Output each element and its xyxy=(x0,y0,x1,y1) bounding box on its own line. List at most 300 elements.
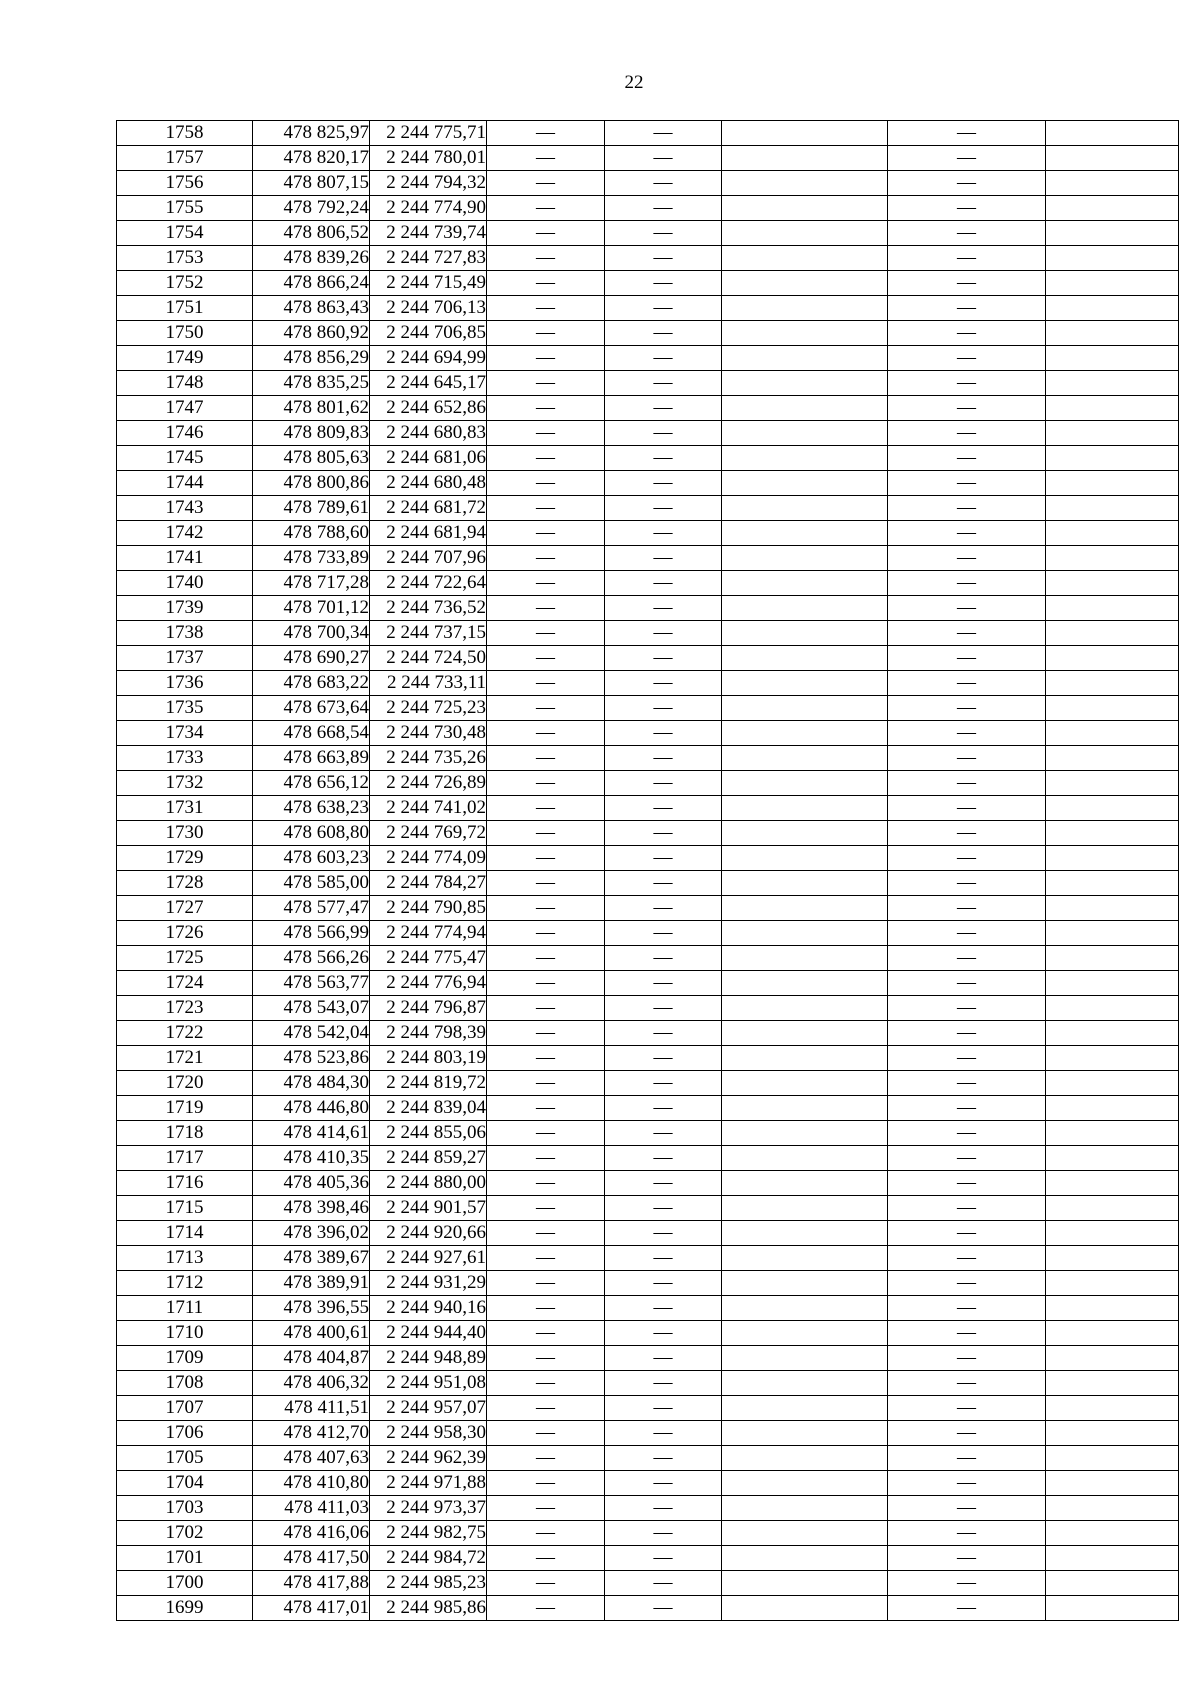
table-row xyxy=(117,1321,1179,1346)
y-coordinate-cell: 2 244 681,72 xyxy=(370,496,487,521)
x-coordinate-cell: 478 563,77 xyxy=(253,971,370,996)
dash-cell: — xyxy=(888,746,1046,771)
empty-cell xyxy=(722,246,888,271)
dash-cell: — xyxy=(605,271,722,296)
dash-cell: — xyxy=(487,396,605,421)
dash-cell: — xyxy=(888,421,1046,446)
dash-cell: — xyxy=(888,271,1046,296)
dash-cell: — xyxy=(888,1196,1046,1221)
table-row xyxy=(117,646,1179,671)
dash-cell: — xyxy=(487,1221,605,1246)
empty-cell xyxy=(1046,1471,1179,1496)
x-coordinate-cell: 478 404,87 xyxy=(253,1346,370,1371)
dash-cell: — xyxy=(888,1221,1046,1246)
empty-cell xyxy=(722,1196,888,1221)
dash-cell: — xyxy=(888,546,1046,571)
empty-cell xyxy=(1046,896,1179,921)
dash-cell: — xyxy=(888,371,1046,396)
y-coordinate-cell: 2 244 944,40 xyxy=(370,1321,487,1346)
point-number-cell: 1699 xyxy=(117,1596,253,1621)
table-row xyxy=(117,946,1179,971)
x-coordinate-cell: 478 683,22 xyxy=(253,671,370,696)
point-number-cell: 1750 xyxy=(117,321,253,346)
empty-cell xyxy=(1046,696,1179,721)
dash-cell: — xyxy=(605,1546,722,1571)
y-coordinate-cell: 2 244 951,08 xyxy=(370,1371,487,1396)
table-row xyxy=(117,1246,1179,1271)
empty-cell xyxy=(722,1446,888,1471)
dash-cell: — xyxy=(487,146,605,171)
x-coordinate-cell: 478 411,51 xyxy=(253,1396,370,1421)
table-row xyxy=(117,921,1179,946)
empty-cell xyxy=(722,721,888,746)
y-coordinate-cell: 2 244 715,49 xyxy=(370,271,487,296)
point-number-cell: 1726 xyxy=(117,921,253,946)
dash-cell: — xyxy=(605,371,722,396)
y-coordinate-cell: 2 244 681,06 xyxy=(370,446,487,471)
dash-cell: — xyxy=(487,121,605,146)
dash-cell: — xyxy=(605,971,722,996)
x-coordinate-cell: 478 825,97 xyxy=(253,121,370,146)
dash-cell: — xyxy=(888,1371,1046,1396)
empty-cell xyxy=(1046,371,1179,396)
y-coordinate-cell: 2 244 819,72 xyxy=(370,1071,487,1096)
dash-cell: — xyxy=(487,721,605,746)
table-row xyxy=(117,1021,1179,1046)
y-coordinate-cell: 2 244 855,06 xyxy=(370,1121,487,1146)
x-coordinate-cell: 478 809,83 xyxy=(253,421,370,446)
table-row xyxy=(117,746,1179,771)
dash-cell: — xyxy=(487,796,605,821)
empty-cell xyxy=(1046,1271,1179,1296)
empty-cell xyxy=(722,221,888,246)
x-coordinate-cell: 478 835,25 xyxy=(253,371,370,396)
empty-cell xyxy=(1046,1196,1179,1221)
point-number-cell: 1712 xyxy=(117,1271,253,1296)
empty-cell xyxy=(1046,171,1179,196)
dash-cell: — xyxy=(888,1071,1046,1096)
empty-cell xyxy=(1046,1571,1179,1596)
point-number-cell: 1755 xyxy=(117,196,253,221)
dash-cell: — xyxy=(487,571,605,596)
table-row xyxy=(117,621,1179,646)
empty-cell xyxy=(722,696,888,721)
table-row xyxy=(117,771,1179,796)
table-row xyxy=(117,821,1179,846)
table-row xyxy=(117,296,1179,321)
empty-cell xyxy=(1046,396,1179,421)
x-coordinate-cell: 478 860,92 xyxy=(253,321,370,346)
empty-cell xyxy=(722,1296,888,1321)
empty-cell xyxy=(722,1346,888,1371)
empty-cell xyxy=(722,396,888,421)
dash-cell: — xyxy=(487,1571,605,1596)
empty-cell xyxy=(1046,446,1179,471)
table-row xyxy=(117,1121,1179,1146)
y-coordinate-cell: 2 244 776,94 xyxy=(370,971,487,996)
dash-cell: — xyxy=(487,1521,605,1546)
empty-cell xyxy=(1046,846,1179,871)
y-coordinate-cell: 2 244 962,39 xyxy=(370,1446,487,1471)
table-row xyxy=(117,871,1179,896)
x-coordinate-cell: 478 806,52 xyxy=(253,221,370,246)
table-row xyxy=(117,1196,1179,1221)
y-coordinate-cell: 2 244 790,85 xyxy=(370,896,487,921)
table-row xyxy=(117,571,1179,596)
empty-cell xyxy=(722,1396,888,1421)
x-coordinate-cell: 478 410,80 xyxy=(253,1471,370,1496)
point-number-cell: 1744 xyxy=(117,471,253,496)
dash-cell: — xyxy=(605,1521,722,1546)
dash-cell: — xyxy=(605,1296,722,1321)
x-coordinate-cell: 478 863,43 xyxy=(253,296,370,321)
dash-cell: — xyxy=(487,596,605,621)
dash-cell: — xyxy=(605,821,722,846)
point-number-cell: 1724 xyxy=(117,971,253,996)
x-coordinate-cell: 478 638,23 xyxy=(253,796,370,821)
dash-cell: — xyxy=(888,1171,1046,1196)
point-number-cell: 1727 xyxy=(117,896,253,921)
empty-cell xyxy=(722,1096,888,1121)
point-number-cell: 1701 xyxy=(117,1546,253,1571)
point-number-cell: 1743 xyxy=(117,496,253,521)
dash-cell: — xyxy=(605,1221,722,1246)
dash-cell: — xyxy=(888,996,1046,1021)
dash-cell: — xyxy=(605,496,722,521)
dash-cell: — xyxy=(888,1021,1046,1046)
empty-cell xyxy=(1046,1121,1179,1146)
y-coordinate-cell: 2 244 681,94 xyxy=(370,521,487,546)
table-row xyxy=(117,1371,1179,1396)
empty-cell xyxy=(722,496,888,521)
point-number-cell: 1754 xyxy=(117,221,253,246)
empty-cell xyxy=(722,296,888,321)
empty-cell xyxy=(1046,546,1179,571)
empty-cell xyxy=(1046,1546,1179,1571)
y-coordinate-cell: 2 244 940,16 xyxy=(370,1296,487,1321)
dash-cell: — xyxy=(487,996,605,1021)
dash-cell: — xyxy=(487,971,605,996)
empty-cell xyxy=(1046,871,1179,896)
x-coordinate-cell: 478 411,03 xyxy=(253,1496,370,1521)
x-coordinate-cell: 478 668,54 xyxy=(253,721,370,746)
x-coordinate-cell: 478 389,67 xyxy=(253,1246,370,1271)
x-coordinate-cell: 478 807,15 xyxy=(253,171,370,196)
dash-cell: — xyxy=(605,1046,722,1071)
y-coordinate-cell: 2 244 730,48 xyxy=(370,721,487,746)
dash-cell: — xyxy=(487,946,605,971)
dash-cell: — xyxy=(487,446,605,471)
dash-cell: — xyxy=(605,921,722,946)
dash-cell: — xyxy=(487,1371,605,1396)
table-row xyxy=(117,521,1179,546)
y-coordinate-cell: 2 244 706,13 xyxy=(370,296,487,321)
y-coordinate-cell: 2 244 794,32 xyxy=(370,171,487,196)
empty-cell xyxy=(722,171,888,196)
y-coordinate-cell: 2 244 780,01 xyxy=(370,146,487,171)
y-coordinate-cell: 2 244 774,94 xyxy=(370,921,487,946)
empty-cell xyxy=(1046,321,1179,346)
empty-cell xyxy=(722,471,888,496)
empty-cell xyxy=(1046,1071,1179,1096)
y-coordinate-cell: 2 244 739,74 xyxy=(370,221,487,246)
dash-cell: — xyxy=(605,846,722,871)
dash-cell: — xyxy=(888,1396,1046,1421)
y-coordinate-cell: 2 244 920,66 xyxy=(370,1221,487,1246)
dash-cell: — xyxy=(605,221,722,246)
empty-cell xyxy=(1046,1596,1179,1621)
point-number-cell: 1718 xyxy=(117,1121,253,1146)
table-row xyxy=(117,1346,1179,1371)
dash-cell: — xyxy=(605,746,722,771)
empty-cell xyxy=(722,196,888,221)
empty-cell xyxy=(1046,571,1179,596)
x-coordinate-cell: 478 801,62 xyxy=(253,396,370,421)
dash-cell: — xyxy=(487,1271,605,1296)
dash-cell: — xyxy=(888,171,1046,196)
dash-cell: — xyxy=(888,246,1046,271)
table-row xyxy=(117,496,1179,521)
empty-cell xyxy=(722,646,888,671)
empty-cell xyxy=(722,621,888,646)
x-coordinate-cell: 478 484,30 xyxy=(253,1071,370,1096)
page-number: 22 xyxy=(624,72,644,93)
dash-cell: — xyxy=(605,1246,722,1271)
dash-cell: — xyxy=(605,1321,722,1346)
point-number-cell: 1725 xyxy=(117,946,253,971)
empty-cell xyxy=(722,546,888,571)
y-coordinate-cell: 2 244 859,27 xyxy=(370,1146,487,1171)
dash-cell: — xyxy=(487,621,605,646)
dash-cell: — xyxy=(487,1046,605,1071)
dash-cell: — xyxy=(487,746,605,771)
dash-cell: — xyxy=(888,1146,1046,1171)
point-number-cell: 1751 xyxy=(117,296,253,321)
point-number-cell: 1706 xyxy=(117,1421,253,1446)
dash-cell: — xyxy=(605,721,722,746)
dash-cell: — xyxy=(487,646,605,671)
empty-cell xyxy=(1046,1246,1179,1271)
y-coordinate-cell: 2 244 796,87 xyxy=(370,996,487,1021)
empty-cell xyxy=(1046,646,1179,671)
empty-cell xyxy=(722,371,888,396)
table-row xyxy=(117,1146,1179,1171)
point-number-cell: 1710 xyxy=(117,1321,253,1346)
point-number-cell: 1740 xyxy=(117,571,253,596)
point-number-cell: 1748 xyxy=(117,371,253,396)
empty-cell xyxy=(722,321,888,346)
empty-cell xyxy=(722,746,888,771)
point-number-cell: 1741 xyxy=(117,546,253,571)
dash-cell: — xyxy=(888,296,1046,321)
y-coordinate-cell: 2 244 775,47 xyxy=(370,946,487,971)
empty-cell xyxy=(1046,596,1179,621)
coordinates-table xyxy=(116,120,1179,1621)
dash-cell: — xyxy=(888,1446,1046,1471)
empty-cell xyxy=(722,1321,888,1346)
empty-cell xyxy=(1046,796,1179,821)
empty-cell xyxy=(722,1146,888,1171)
dash-cell: — xyxy=(605,421,722,446)
dash-cell: — xyxy=(888,1271,1046,1296)
dash-cell: — xyxy=(888,471,1046,496)
dash-cell: — xyxy=(888,1296,1046,1321)
dash-cell: — xyxy=(487,1171,605,1196)
point-number-cell: 1719 xyxy=(117,1096,253,1121)
table-row xyxy=(117,1071,1179,1096)
empty-cell xyxy=(722,771,888,796)
y-coordinate-cell: 2 244 741,02 xyxy=(370,796,487,821)
dash-cell: — xyxy=(888,1346,1046,1371)
dash-cell: — xyxy=(888,1496,1046,1521)
dash-cell: — xyxy=(605,996,722,1021)
dash-cell: — xyxy=(888,1046,1046,1071)
y-coordinate-cell: 2 244 652,86 xyxy=(370,396,487,421)
dash-cell: — xyxy=(487,271,605,296)
empty-cell xyxy=(1046,1221,1179,1246)
empty-cell xyxy=(722,1421,888,1446)
x-coordinate-cell: 478 673,64 xyxy=(253,696,370,721)
dash-cell: — xyxy=(605,1271,722,1296)
empty-cell xyxy=(1046,496,1179,521)
table-row xyxy=(117,396,1179,421)
dash-cell: — xyxy=(888,871,1046,896)
dash-cell: — xyxy=(605,1071,722,1096)
empty-cell xyxy=(722,271,888,296)
x-coordinate-cell: 478 389,91 xyxy=(253,1271,370,1296)
y-coordinate-cell: 2 244 971,88 xyxy=(370,1471,487,1496)
point-number-cell: 1758 xyxy=(117,121,253,146)
dash-cell: — xyxy=(605,646,722,671)
dash-cell: — xyxy=(888,496,1046,521)
dash-cell: — xyxy=(487,921,605,946)
dash-cell: — xyxy=(888,571,1046,596)
point-number-cell: 1742 xyxy=(117,521,253,546)
x-coordinate-cell: 478 585,00 xyxy=(253,871,370,896)
dash-cell: — xyxy=(605,1021,722,1046)
y-coordinate-cell: 2 244 769,72 xyxy=(370,821,487,846)
point-number-cell: 1711 xyxy=(117,1296,253,1321)
dash-cell: — xyxy=(605,321,722,346)
empty-cell xyxy=(722,596,888,621)
x-coordinate-cell: 478 542,04 xyxy=(253,1021,370,1046)
dash-cell: — xyxy=(888,1521,1046,1546)
x-coordinate-cell: 478 398,46 xyxy=(253,1196,370,1221)
empty-cell xyxy=(1046,521,1179,546)
x-coordinate-cell: 478 417,88 xyxy=(253,1571,370,1596)
dash-cell: — xyxy=(888,596,1046,621)
x-coordinate-cell: 478 410,35 xyxy=(253,1146,370,1171)
dash-cell: — xyxy=(487,1471,605,1496)
empty-cell xyxy=(722,1521,888,1546)
empty-cell xyxy=(1046,746,1179,771)
x-coordinate-cell: 478 566,26 xyxy=(253,946,370,971)
dash-cell: — xyxy=(888,896,1046,921)
empty-cell xyxy=(722,1246,888,1271)
y-coordinate-cell: 2 244 706,85 xyxy=(370,321,487,346)
point-number-cell: 1703 xyxy=(117,1496,253,1521)
dash-cell: — xyxy=(487,1321,605,1346)
empty-cell xyxy=(1046,1321,1179,1346)
empty-cell xyxy=(722,571,888,596)
dash-cell: — xyxy=(888,1471,1046,1496)
empty-cell xyxy=(1046,946,1179,971)
x-coordinate-cell: 478 566,99 xyxy=(253,921,370,946)
point-number-cell: 1713 xyxy=(117,1246,253,1271)
dash-cell: — xyxy=(487,221,605,246)
table-row xyxy=(117,1396,1179,1421)
empty-cell xyxy=(722,1571,888,1596)
empty-cell xyxy=(1046,221,1179,246)
y-coordinate-cell: 2 244 784,27 xyxy=(370,871,487,896)
dash-cell: — xyxy=(888,521,1046,546)
empty-cell xyxy=(722,1546,888,1571)
x-coordinate-cell: 478 603,23 xyxy=(253,846,370,871)
dash-cell: — xyxy=(487,246,605,271)
y-coordinate-cell: 2 244 958,30 xyxy=(370,1421,487,1446)
dash-cell: — xyxy=(487,371,605,396)
y-coordinate-cell: 2 244 957,07 xyxy=(370,1396,487,1421)
empty-cell xyxy=(1046,146,1179,171)
point-number-cell: 1729 xyxy=(117,846,253,871)
empty-cell xyxy=(722,446,888,471)
y-coordinate-cell: 2 244 982,75 xyxy=(370,1521,487,1546)
table-row xyxy=(117,1096,1179,1121)
empty-cell xyxy=(1046,271,1179,296)
point-number-cell: 1723 xyxy=(117,996,253,1021)
dash-cell: — xyxy=(605,1346,722,1371)
y-coordinate-cell: 2 244 803,19 xyxy=(370,1046,487,1071)
point-number-cell: 1734 xyxy=(117,721,253,746)
dash-cell: — xyxy=(487,821,605,846)
point-number-cell: 1715 xyxy=(117,1196,253,1221)
point-number-cell: 1722 xyxy=(117,1021,253,1046)
dash-cell: — xyxy=(605,171,722,196)
dash-cell: — xyxy=(487,471,605,496)
empty-cell xyxy=(1046,196,1179,221)
point-number-cell: 1728 xyxy=(117,871,253,896)
y-coordinate-cell: 2 244 725,23 xyxy=(370,696,487,721)
empty-cell xyxy=(1046,1146,1179,1171)
point-number-cell: 1704 xyxy=(117,1471,253,1496)
empty-cell xyxy=(722,971,888,996)
point-number-cell: 1737 xyxy=(117,646,253,671)
empty-cell xyxy=(722,121,888,146)
point-number-cell: 1700 xyxy=(117,1571,253,1596)
point-number-cell: 1731 xyxy=(117,796,253,821)
dash-cell: — xyxy=(487,1246,605,1271)
dash-cell: — xyxy=(487,896,605,921)
table-row xyxy=(117,1171,1179,1196)
dash-cell: — xyxy=(487,1196,605,1221)
dash-cell: — xyxy=(487,296,605,321)
y-coordinate-cell: 2 244 948,89 xyxy=(370,1346,487,1371)
x-coordinate-cell: 478 396,55 xyxy=(253,1296,370,1321)
dash-cell: — xyxy=(888,1571,1046,1596)
empty-cell xyxy=(1046,821,1179,846)
empty-cell xyxy=(1046,346,1179,371)
table-row xyxy=(117,346,1179,371)
dash-cell: — xyxy=(605,1171,722,1196)
x-coordinate-cell: 478 396,02 xyxy=(253,1221,370,1246)
dash-cell: — xyxy=(888,1546,1046,1571)
dash-cell: — xyxy=(487,1496,605,1521)
x-coordinate-cell: 478 416,06 xyxy=(253,1521,370,1546)
point-number-cell: 1747 xyxy=(117,396,253,421)
y-coordinate-cell: 2 244 645,17 xyxy=(370,371,487,396)
x-coordinate-cell: 478 405,36 xyxy=(253,1171,370,1196)
table-row xyxy=(117,971,1179,996)
